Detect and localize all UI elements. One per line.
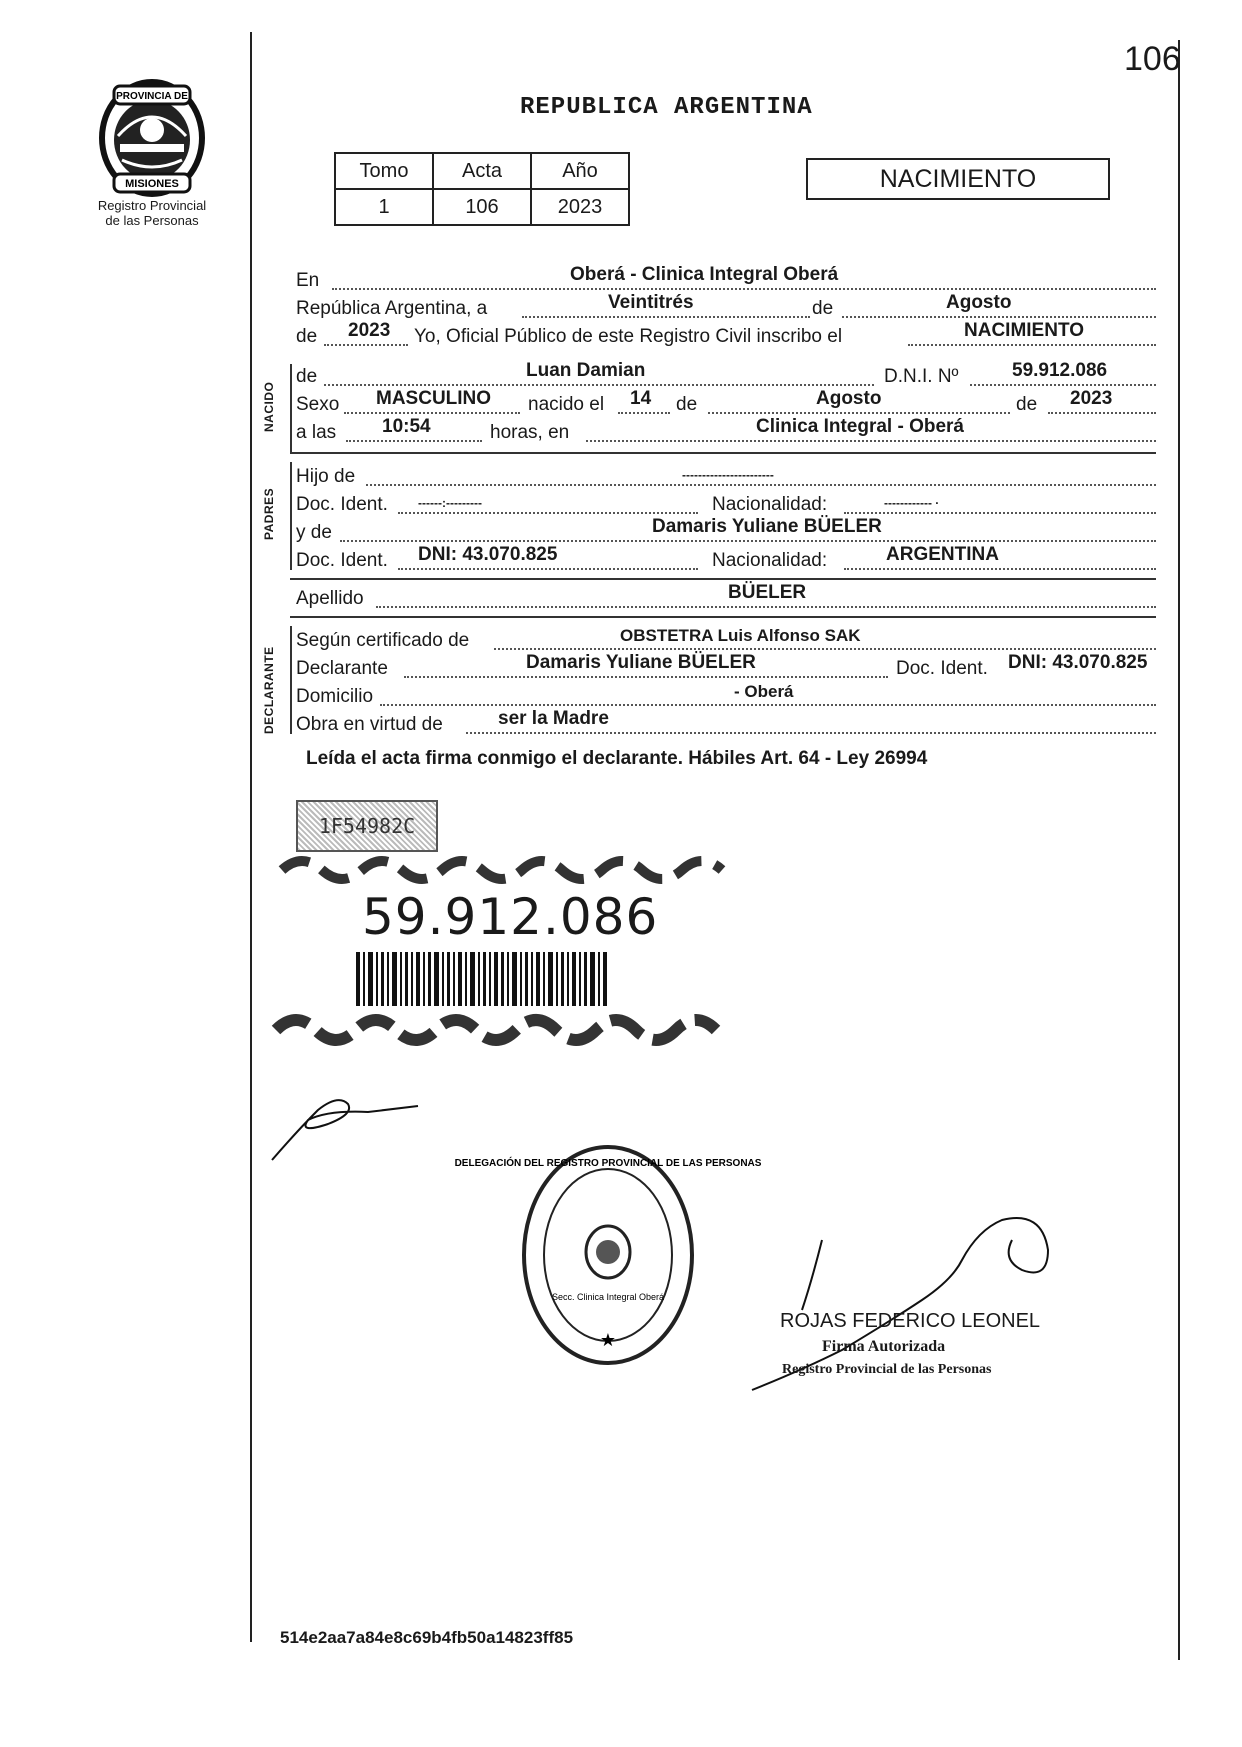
line-republica — [296, 292, 1156, 322]
de-label: de — [812, 298, 834, 319]
mother-name-value: Damaris Yuliane BÜELER — [652, 516, 882, 537]
sticker-code: 1F54982C — [318, 814, 416, 838]
line-obra — [296, 708, 1156, 738]
record-type-value: NACIMIENTO — [964, 320, 1084, 341]
wave-pattern-top — [282, 852, 722, 888]
line-y-de — [296, 516, 1156, 546]
barcode — [356, 952, 616, 1006]
obra-label: Obra en virtud de — [296, 714, 443, 735]
sexo-value: MASCULINO — [376, 388, 492, 409]
document-hash: 514e2aa7a84e8c69b4fb50a14823ff85 — [280, 1628, 574, 1647]
document-title: REPUBLICA ARGENTINA — [520, 94, 813, 121]
horas-en-label: horas, en — [490, 422, 570, 443]
birth-de2-label: de — [1016, 394, 1038, 415]
oficial-text: Yo, Oficial Público de este Registro Civil inscribo el — [414, 326, 843, 347]
nacionalidad-label-2: Nacionalidad: — [712, 550, 828, 571]
padres-side-bar — [290, 462, 292, 570]
birth-de-label: de — [676, 394, 698, 415]
domicilio-value: - Oberá — [734, 682, 794, 701]
obra-value: ser la Madre — [498, 708, 609, 729]
birth-year-value: 2023 — [1070, 388, 1113, 409]
declarant-signature — [268, 1090, 428, 1170]
line-declarante — [296, 652, 1156, 682]
nacido-side-label: NACIDO — [262, 381, 276, 432]
child-dni-value: 59.912.086 — [1012, 360, 1108, 381]
dni-label: D.N.I. Nº — [884, 366, 959, 387]
republica-label: República Argentina, a — [296, 298, 488, 319]
sticker-code-box — [296, 800, 438, 852]
seal-inner-text: Secc. Clinica Integral Oberá — [551, 1292, 665, 1302]
section-divider-1 — [290, 452, 1156, 454]
line-apellido — [296, 582, 1156, 612]
line-oficial — [296, 320, 1156, 350]
meta-value-tomo: 1 — [335, 189, 433, 225]
meta-header-acta: Acta — [433, 153, 531, 189]
declarante-side-bar — [290, 626, 292, 734]
meta-value-acta: 106 — [433, 189, 531, 225]
line-hijo-de — [296, 464, 1156, 490]
apellido-label: Apellido — [296, 588, 364, 609]
mother-dni-value: DNI: 43.070.825 — [418, 544, 558, 565]
apellido-value: BÜELER — [728, 582, 807, 603]
doc-ident-value-1: ------:--------- — [418, 496, 482, 510]
place-value: Oberá - Clinica Integral Oberá — [570, 264, 839, 285]
seal-star-icon: ★ — [599, 1330, 617, 1350]
logo-caption — [70, 198, 234, 228]
officer-title: Firma Autorizada — [822, 1338, 946, 1355]
line-en — [296, 264, 1156, 294]
misiones-coat-of-arms-logo — [92, 78, 212, 198]
wave-pattern-bottom — [276, 1010, 726, 1050]
meta-header-anio: Año — [531, 153, 629, 189]
a-las-label: a las — [296, 422, 337, 443]
section-divider-3 — [290, 616, 1156, 618]
line-domicilio — [296, 684, 1156, 710]
certificado-value: OBSTETRA Luis Alfonso SAK — [620, 626, 861, 645]
meta-header-row — [335, 153, 629, 189]
registry-seal — [454, 1140, 762, 1370]
birth-place-value: Clinica Integral - Oberá — [756, 416, 964, 437]
doc-ident-label-2: Doc. Ident. — [296, 550, 388, 571]
doc-ident-label-1: Doc. Ident. — [296, 494, 388, 515]
nacido-side-bar — [290, 364, 292, 454]
page-number: 106 — [1124, 40, 1181, 78]
declarante-side-label: DECLARANTE — [262, 646, 276, 734]
line-nacido-name — [296, 360, 1156, 390]
logo-caption-line1: Registro Provincial — [97, 198, 207, 213]
birth-day-value: 14 — [630, 388, 652, 409]
nacido-de-label: de — [296, 366, 318, 387]
meta-value-anio: 2023 — [531, 189, 629, 225]
seal-outer-text: DELEGACIÓN DEL REGISTRO PROVINCIAL DE LAS PERSONAS — [454, 1158, 762, 1169]
year-value: 2023 — [348, 320, 391, 341]
meta-value-row — [335, 189, 629, 225]
document-type-box: NACIMIENTO — [806, 158, 1110, 200]
sticker-dni-number: 59.912.086 — [362, 888, 659, 946]
sexo-label: Sexo — [296, 394, 340, 415]
officer-institution: Registro Provincial de las Personas — [782, 1362, 992, 1377]
record-meta-table — [334, 152, 630, 226]
logo-bottom-text: MISIONES — [125, 178, 179, 190]
declarante-label: Declarante — [296, 658, 388, 679]
declarante-doc-label: Doc. Ident. — [896, 658, 988, 679]
nacido-el-label: nacido el — [528, 394, 605, 415]
en-label: En — [296, 270, 320, 291]
line-doc-ident-2 — [296, 544, 1156, 574]
left-margin-line — [250, 32, 252, 1642]
right-margin-line — [1178, 40, 1180, 1660]
child-name-value: Luan Damian — [526, 360, 646, 381]
line-a-las — [296, 416, 1156, 446]
y-de-label: y de — [296, 522, 332, 543]
declarante-value: Damaris Yuliane BÜELER — [526, 652, 756, 673]
meta-header-tomo: Tomo — [335, 153, 433, 189]
month-value: Agosto — [946, 292, 1012, 313]
section-divider-2 — [290, 578, 1156, 580]
certificado-label: Según certificado de — [296, 630, 470, 651]
mother-nationality-value: ARGENTINA — [886, 544, 999, 565]
line-doc-ident-1 — [296, 492, 1156, 518]
hijo-de-label: Hijo de — [296, 466, 356, 487]
domicilio-label: Domicilio — [296, 686, 374, 707]
officer-name: ROJAS FEDERICO LEONEL — [780, 1310, 1041, 1332]
birth-time-value: 10:54 — [382, 416, 431, 437]
declarante-doc-value: DNI: 43.070.825 — [1008, 652, 1148, 673]
closing-statement: Leída el acta firma conmigo el declarante. Hábiles Art. 64 - Ley 26994 — [306, 748, 928, 769]
hijo-de-value: ----------------------- — [682, 468, 774, 482]
birth-month-value: Agosto — [816, 388, 882, 409]
day-value: Veintitrés — [608, 292, 694, 313]
logo-top-text: PROVINCIA DE — [116, 91, 188, 102]
de2-label: de — [296, 326, 318, 347]
padres-side-label: PADRES — [262, 487, 276, 540]
line-certificado — [296, 628, 1156, 654]
line-sexo — [296, 388, 1156, 418]
nacionalidad-label-1: Nacionalidad: — [712, 494, 828, 515]
logo-caption-line2: de las Personas — [105, 213, 199, 228]
nacionalidad-value-1: ------------ · — [884, 496, 940, 510]
